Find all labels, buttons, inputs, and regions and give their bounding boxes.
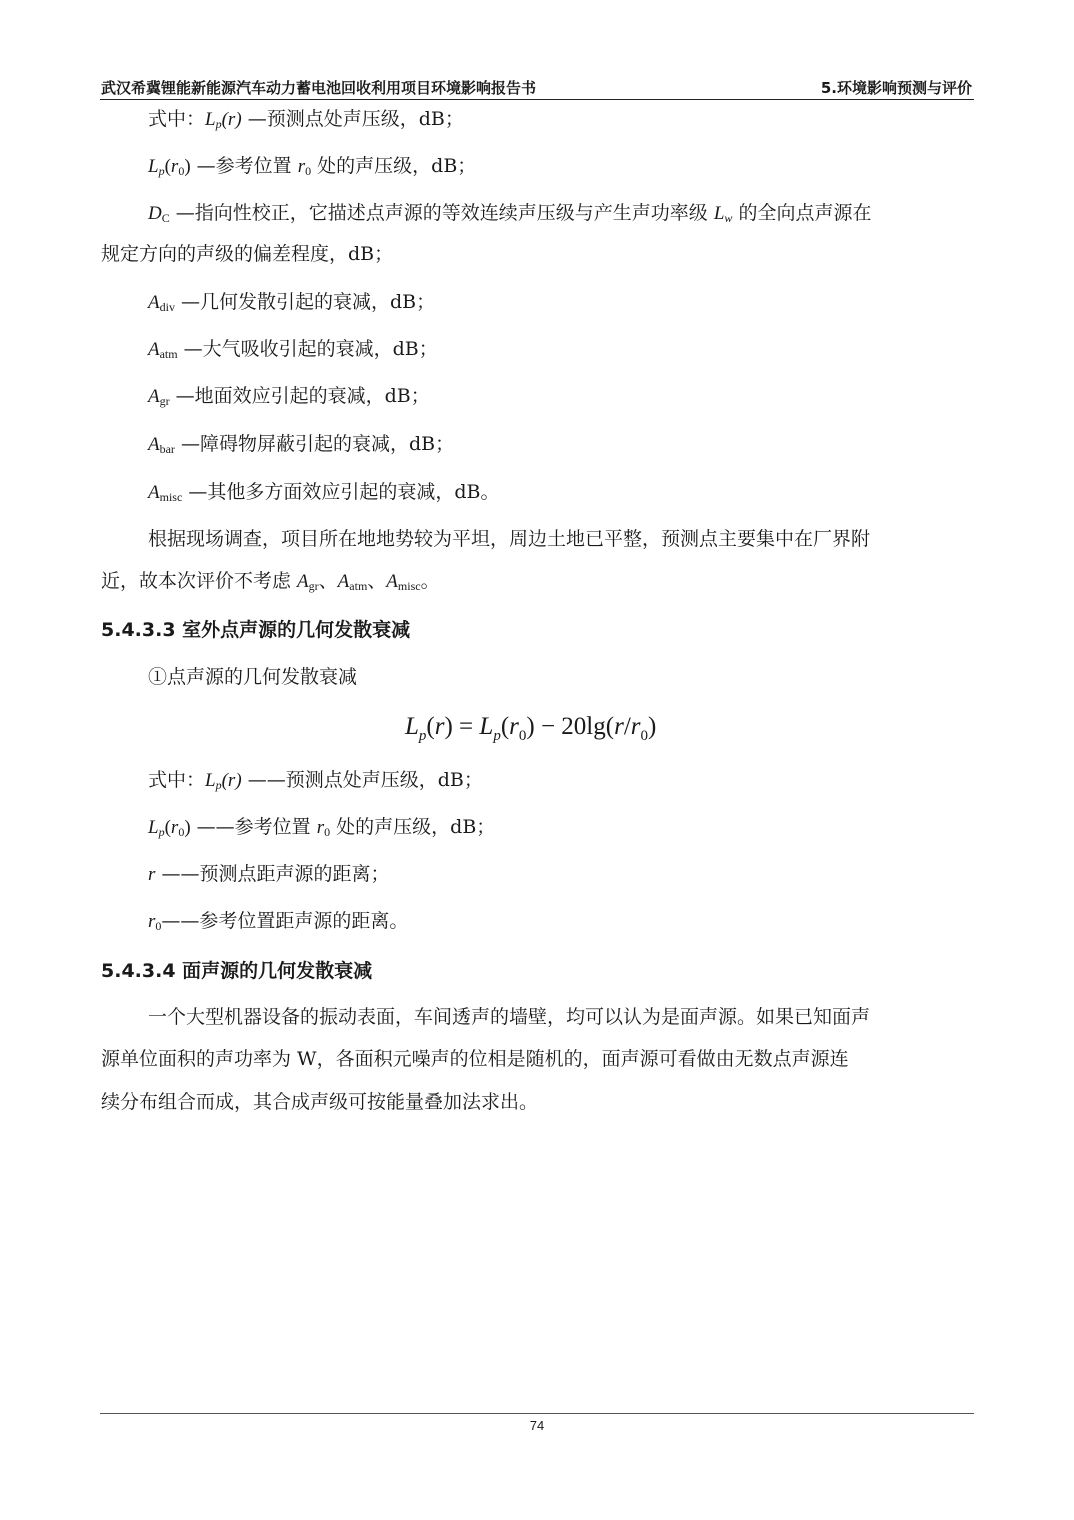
site-paragraph-line2: 近，故本次评价不考虑 $A_{gr}$、$A_{atm}$、$A_{misc}$。 [101, 570, 440, 593]
attenuation-formula: $L_p(r) = L_p(r_0) - 20\lg(r/r_0)$ [405, 713, 657, 744]
def2-lp-r0: $L_p(r_0)$ ——参考位置 $r_0$ 处的声压级，dB； [148, 816, 496, 839]
def-adiv: $A_{div}$ —几何发散引起的衰减，dB； [148, 291, 436, 314]
section-heading-5433: 5.4.3.3 室外点声源的几何发散衰减 [101, 619, 411, 641]
section-heading-5434: 5.4.3.4 面声源的几何发散衰减 [101, 960, 373, 982]
def-dc: $D_C$ —指向性校正，它描述点声源的等效连续声压级与产生声功率级 $L_w$ 的全向点声源在 [148, 202, 872, 225]
def2-r0: $r_0——$参考位置距声源的距离。 [148, 910, 409, 933]
def-agr: $A_{gr}$ —地面效应引起的衰减，dB； [148, 385, 430, 408]
def-amisc: $A_{misc}$ —其他多方面效应引起的衰减，dB。 [148, 481, 500, 504]
area-source-line3: 续分布组合而成，其合成声级可按能量叠加法求出。 [101, 1091, 539, 1113]
header-document-title: 武汉希冀锂能新能源汽车动力蓄电池回收利用项目环境影响报告书 [101, 79, 537, 97]
area-source-line2: 源单位面积的声功率为 W，各面积元噪声的位相是随机的，面声源可看做由无数点声源连 [101, 1048, 849, 1070]
page-number: 74 [529, 1418, 545, 1433]
header-rule [100, 99, 974, 100]
def-dc-continued: 规定方向的声级的偏差程度，dB； [101, 243, 394, 265]
area-source-line1: 一个大型机器设备的振动表面，车间透声的墙壁，均可以认为是面声源。如果已知面声 [148, 1006, 871, 1028]
footer-rule [100, 1413, 974, 1414]
def-aatm: $A_{atm}$ —大气吸收引起的衰减，dB； [148, 338, 438, 361]
def2-r: r ——预测点距声源的距离； [148, 863, 390, 885]
point-source-item: ①点声源的几何发散衰减 [148, 666, 358, 688]
header-chapter-title: 5.环境影响预测与评价 [820, 79, 972, 97]
def2-lp-r: 式中：$L_p(r)$ ——预测点处声压级，dB； [148, 769, 483, 792]
def-lp-r: 式中：$L_p(r)$ —预测点处声压级，dB； [148, 108, 464, 131]
def-abar: $A_{bar}$ —障碍物屏蔽引起的衰减，dB； [148, 433, 455, 456]
def-lp-r0: $L_p(r_0)$ —参考位置 $r_0$ 处的声压级，dB； [148, 155, 477, 178]
site-paragraph-line1: 根据现场调查，项目所在地地势较为平坦，周边土地已平整，预测点主要集中在厂界附 [148, 528, 871, 550]
